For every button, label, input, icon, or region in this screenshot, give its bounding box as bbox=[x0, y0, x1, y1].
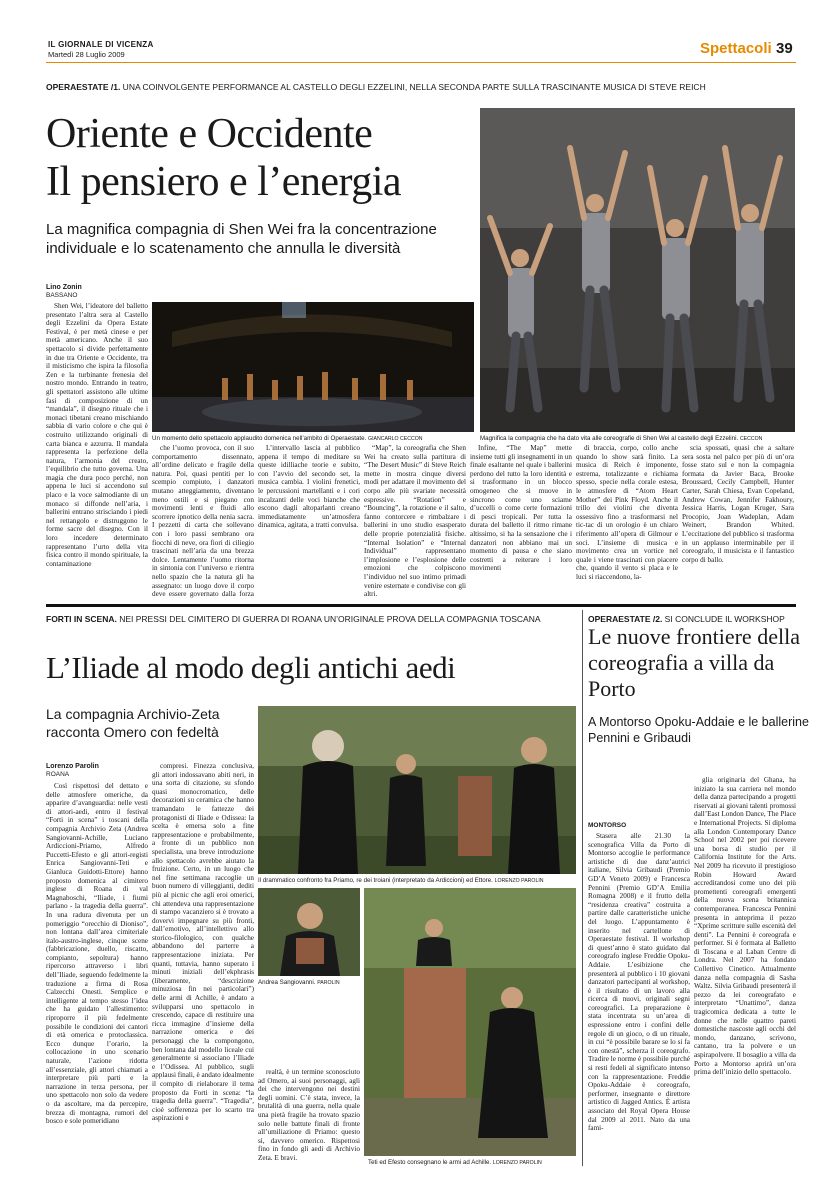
issue-date: Martedì 28 Luglio 2009 bbox=[48, 50, 125, 59]
story1-column-3: L’intervallo lascia al pubblico appena il tempo di meditare su queste idilliache teorie e subito, con l’avvio del secondo set, la musica cambia. I violini frenetici, le percussioni martellanti e i cori incalzanti delle voci bianche che escono dagli altoparlanti creano immediatamente un’atmosfera dinamica, agitata, a tratti convulsa. bbox=[258, 444, 360, 530]
story2-subheadline: La compagnia Archivio-Zeta racconta Omero con fedeltà bbox=[46, 706, 220, 740]
photo-credit: LORENZO PAROLIN bbox=[492, 1160, 542, 1166]
story2-caption-1 bbox=[258, 877, 576, 885]
story2-kicker-label: FORTI IN SCENA. bbox=[46, 614, 117, 624]
story2-byline-place: ROANA bbox=[46, 771, 70, 778]
story2-kicker-text: NEI PRESSI DEL CIMITERO DI GUERRA DI ROANA UN’ORIGINALE PROVA DELLA COMPAGNIA TOSCANA bbox=[116, 614, 541, 624]
story1-kicker-text: UNA COINVOLGENTE PERFORMANCE AL CASTELLO DEGLI EZZELINI, NELLA SECONDA PARTE SULLA TRASCINANTE MUSICA DI STEVE REICH bbox=[120, 82, 706, 92]
story2-byline-name: Lorenzo Parolin bbox=[46, 763, 99, 770]
section-name: Spettacoli bbox=[700, 40, 772, 57]
armor-scene-illustration bbox=[364, 888, 576, 1156]
caption-text: Un momento dello spettacolo applaudito domenica nell’ambito di Operaestate. bbox=[152, 435, 367, 442]
story3-kicker bbox=[588, 614, 785, 624]
story1-column-7: scia spossati, quasi che a saltare sera sosta nel palco per più di un’ora fosse stato sul e non la compagnia formata da Javier Baca, Brooke Broussard, Cecily Campbell, Hunter Carter, Sarah Chiesa, Evan Copeland, Andrew Cowan, Jennifer Fakhoury, Jessica Harris, Logan Kruger, Sara Procopio, Joan Wadeplan, Adam Weinert, Brandon Whited. L’eccitazione del pubblico si trasforma in un applauso interminabile per il coreografo, il musicista e il fantastico corpo di ballo. bbox=[682, 444, 794, 564]
photo-credit: GIANCARLO CECCON bbox=[368, 436, 423, 442]
story1-column-6: di braccia, corpo, collo anche quando lo show sarà finito. La musica di Reich è imponente, estrema, totalizzante e richiama spesso, specie nella corale estesa, le atmosfere di “Atom Heart Mother” dei Pink Floyd. Anche il trillo dei violini che diventa ossessivo fino a trasformarsi nel tic-tac di un orologio è un chiaro riferimento all’opera di Gilmour e soci. L’insieme di musica e movimento crea un vortice nel quale i viene trascinati con piacere che, quando il vento si placa e le luci si riaccendono, la- bbox=[576, 444, 678, 581]
story1-column-2: che l’uomo provoca, con il suo comportamento dissennato, all’ordine delicato e fragile della natura. Poi, quasi pentiti per lo scempio compiuto, i danzatori mutano atteggiamento, diventano meno ostili e si piegano con movimenti lenti e fluidi allo scorrere ipnotico della nenia sacra. I pezzetti di carta che sollevano con i loro passi sembrano ora fiocchi di neve, ora fiori di ciliegio trascinati nell’aria da una brezza dolce. Lentamente l’uomo ritorna in sintonia con l’universo e rientra nello spazio che la natura gli ha assegnato: un luogo dove il corpo deve essere governato dalla forza bbox=[152, 444, 254, 599]
story3-column-2: glia originaria del Ghana, ha iniziato la sua carriera nel mondo della danza partecipando a progetti riservati ai giovani talenti promossi dall’East London Dance, The Place e International Projects. Si diploma alla London Contemporary Dance School nel 2002 per poi ricevere una borsa di studio per il California Institute for the Arts. Nel 2009 ha ricevuto il prestigioso Robin Howard Award accreditandosi come uno dei più promettenti coreografi emergenti della nuova scena britannica contemporanea. Francesca Pennini presenta in anteprima il pezzo “Xprime scritture sulle escenità del denti”. La Pennini è coreografa e performer. Si è formata al Balletto di Toscana e al Laban Centre di Londra. Nel 2007 ha fondato Collettivo Cinetico. Attualmente danza nella compagnia di Sasha Waltz. Silvia Gribaudi presenterà il pezzo da lei coreografato e interpretato “Unattimo”, danza tragicomica dedicata a tutte le donne che nelle quattro pareti domestiche nascoste agli occhi del mondo, danzano, scrivono, cantano, tra la polvere e un aspirapolvere. Il bosaglio a villa da Porto a Montorso aprirà un’ora prima dell’inizio dello spettacolo. bbox=[694, 776, 796, 1077]
story2-caption-3 bbox=[368, 1159, 578, 1167]
masthead: IL GIORNALE DI VICENZA bbox=[48, 40, 154, 49]
portrait-illustration bbox=[258, 888, 360, 976]
story1-kicker bbox=[46, 82, 706, 92]
story2-armor-photo bbox=[364, 888, 576, 1156]
story3-headline: Le nuove frontiere della coreografia a villa da Porto bbox=[588, 624, 800, 701]
story1-headline-line1: Oriente e Occidente bbox=[46, 111, 373, 157]
story3-kicker-label: OPERAESTATE /2. bbox=[588, 614, 663, 624]
story2-kicker bbox=[46, 614, 541, 624]
caption-text: Andrea Sangiovanni. bbox=[258, 979, 316, 986]
story2-column-1: Così rispettosi del dettato e delle atmosfere omeriche, da apparire d’avanguardia: nelle vesti di attori-aedi, entro il festival “Forti in scena” i toscani della compagnia Archivio Zeta (Andrea Sangiovanni-Achille, Luciano Ardiccioni-Priamo, Alfredo Puccetti-Efesto e gli attori-registi Enrica Sangiovanni-Teti e Gianluca Guidotti-Ettore) hanno proposto domenica al cimitero inglese di Roana di val Magnaboschi, “Iliade, i fiumi parlano - la tragedia della guerra”. In una radura divenuta per un pomeriggio “orecchio di Dioniso”, non lontana dall’area cimiteriale italo-austro-inglese, cinque scene (fabbricazione, duello, riscatto, compianto, sepoltura) hanno ripercorso attraverso i libri dell’Iliade, seguendo fedelmente la traduzione a firma di Rosa Calzecchi Onesti. Semplice e intelligente al tempo stesso l’idea che ha guidato l’allestimento: riproporre il più fedelmente possibile le condizioni dei cantori di età omerica e protoclassica. Ecco dunque l’orario, la collocazione in uno scenario naturale, l’azione ridotta all’essenziale, gli attori chiamati a interpretare più parti e la narrazione in terza persona, per uno spettacolo non solo da vedere o da ascoltare, ma da percepire, brezza di montagna, rumori del bosco e sole pomeridiano bbox=[46, 782, 148, 1126]
story1-column-4: “Map”, la coreografia che Shen Wei ha creato sulla partitura di “The Desert Music” di Steve Reich mette in mostra cinque diversi modi per adattare il movimento del corpo alle più svariate necessità espressive. “Rotation” e “Bouncing”, la rotazione e il salto, fanno contorcere e rimbalzare i ballerini in uno studio esasperato delle proprie potenzialità fisiche. “Internal Isolation” e “Internal Individual” rappresentano l’implosione e l’esplosione delle emozioni che colpiscono l’individuo nel suo intimo primadi venire esternate e condivise con gli altri. bbox=[364, 444, 466, 599]
caption-text: Magnifica la compagnia che ha dato vita alle coreografie di Shen Wei al castello degli Ezzelini. bbox=[480, 435, 739, 442]
story2-caption-2 bbox=[258, 979, 360, 987]
story1-byline-place: BASSANO bbox=[46, 292, 78, 299]
story1-stage-photo bbox=[152, 302, 474, 432]
photo-credit: LORENZO PAROLIN bbox=[494, 878, 544, 884]
story2-headline: L’Iliade al modo degli antichi aedi bbox=[46, 650, 456, 685]
story1-kicker-label: OPERAESTATE /1. bbox=[46, 82, 121, 92]
story1-column-1: Shen Wei, l’ideatore del balletto presentato l’altra sera al Castello degli Ezzelini da Opera Estate Festival, è per metà cinese e per metà americano. Anche il suo spettacolo si divide perfettamente in due tra Oriente e Occidente, tra il misticismo che ispira la filosofia Zen e la turbinante frenesia del nostro mondo. Entrando in teatro, gli spettatori assistono alle ultime fasi di composizione di un “mandala”, il disegno rituale che i monaci tibetani creano mischiando sabbia di vario colore e che qui è costruito utilizzando originali di carta bianca e azzurra. Il mandala rappresenta la perfezione della natura, l’armonia del creato, l’equilibrio che tutto governa. Una magia che dura poco perché, non appena le luci si accendono sul placo e la voce salmodiante di un monaco si diffonde nell’aria, i ballerini entrano strisciando i piedi nel rettangolo e distruggono le forme sacre del disegno. Con il loro incedere determinato rappresentano l’urto della vita fisica contro il mondo spirituale, la contaminazione bbox=[46, 302, 148, 568]
caption-text: Teti ed Efesto consegnano le armi ad Achille. bbox=[368, 1159, 492, 1166]
forest-scene-illustration bbox=[258, 706, 576, 874]
story3-kicker-text: SI CONCLUDE IL WORKSHOP bbox=[662, 614, 785, 624]
header-rule bbox=[46, 62, 796, 63]
story3-subheadline: A Montorso Opoku-Addaie e le ballerine Pennini e Gribaudi bbox=[588, 715, 809, 745]
photo-credit: PAROLIN bbox=[317, 980, 340, 986]
story1-column-5: Infine, “The Map” mette insieme tutti gli insegnamenti in un finale esaltante nel quale i ballerini perdono del tutto la loro identità e si trasformano in un blocco omogeneo che si muove in sincrono come uno sciame d’uccelli o come certe formazioni di pesci tropicali. Per tutta la durata del balletto il ritmo rimane altissimo, si ha la sensazione che i danzatori non abbiano mai un momento di pausa e che siano costretti a reiterare i loro movimenti bbox=[470, 444, 572, 573]
story2-column-2: compresi. Finezza conclusiva, gli attori indossavano abiti neri, in una sorta di citazione, su sfondo quasi monocromatico, delle decorazioni su ceramica che hanno tramandato le fattezze dei protagonisti di Iliade e Odissea: la scelta è emersa solo a fine rappresentazione e probabilmente, a fronte di un pubblico non specialista, una breve introduzione allo spettacolo avrebbe aiutato la fruizione. Certo, in un luogo che nel fine settimana raccoglie un buon numero di villeggianti, dediti più al picnic che agli eroi omerici, chi attendeva una rappresentazione di stampo vacanziero si è trovato a dovervi impegnare su più fronti, dall’emotivo, all’intellettivo allo storico-filologico, con qualche abbandono del parterre a rappresentazione iniziata. Per quanti, tuttavia, hanno superato i minuti iniziali dell’ekphrasis (liberamente, “descrizione minuziosa fin nei particolari”) delle armi di Achille, è andato a svilupparsi uno spettacolo in crescendo, capace di restituire una ricca immagine d’insieme della narrazione omerica e dei personaggi che la compongono, ben lontana dal modello liceale cui generalmente si associano l’Iliade e l’Odissea. Al pubblico, sugli applausi finali, è andato idealmente il compito di rielaborare il tema proposto da Forti in scena: “la tragedia della guerra”. “Tragedia”, cioè sofferenza per lo scarto tra aspirazioni e bbox=[152, 762, 254, 1123]
story3-byline-place: MONTORSO bbox=[588, 822, 627, 829]
story-divider bbox=[46, 604, 796, 607]
story2-portrait-photo bbox=[258, 888, 360, 976]
story1-caption-2 bbox=[480, 435, 795, 443]
story1-headline-line2: Il pensiero e l’energia bbox=[46, 159, 402, 205]
story2-confrontation-photo bbox=[258, 706, 576, 874]
dancers-illustration bbox=[480, 108, 795, 432]
story1-subheadline: La magnifica compagnia di Shen Wei fra la concentrazione individuale e lo scatenamento che annulla le diversità bbox=[46, 221, 437, 257]
page-number: 39 bbox=[776, 40, 793, 57]
caption-text: Il drammatico confronto fra Priamo, re dei troiani (interpretato da Ardiccioni) ed Ettore. bbox=[258, 877, 493, 884]
story1-byline-name: Lino Zonin bbox=[46, 284, 82, 291]
stage-illustration bbox=[152, 302, 474, 432]
photo-credit: CECCON bbox=[739, 436, 763, 442]
story3-column-1: Stasera alle 21.30 la scenografica Villa da Porto di Montorso accoglie le performance artistiche di due danz’autrici italiane, Silvia Gribaudi (Premio GD’A Veneto 2009) e Francesca Pennini (Premio GD’A Emilia Romagna 2008) e il frutto della “residenza creativa” costruita a partire dalle caratteristiche uniche del luogo. L’appuntamento è inserito nel cartellone di Operaestate festival. Il workshop di quest’anno è stato guidato dal coreografo inglese Freddie Opoku-Addaie. L’esibizione che presenterà al pubblico i 10 giovani danzatori partecipanti al workshop, è il risultato di un lavoro alla ricerca di nuovi, originali segni coreografici. La preparazione è stata incentrata su un’area di espressione entro i confini delle regole di un gioco, o di un rituale, in cui “è possibile barare se lo si fa con onestà”, scherza il coreografo. Tradire le norme è possibile purché si resti fedeli al significato intenso con la rappresentazione. Freddie Opoku-Addaie è coreografo, performer, insegnante e direttore artistico di Jagged Antics. È artista associato del Royal Opera House dal 2009 al 2011. Nato da una fami- bbox=[588, 832, 690, 1133]
story1-caption-1 bbox=[152, 435, 474, 443]
column-divider bbox=[582, 610, 583, 1166]
story2-column-3: realtà, è un termine sconosciuto ad Omero, ai suoi personaggi, agli dei che intervengono nei destini degli uomini. C’è stata, invece, la brutalità di una guerra, nella quale una pietà fragile ha trovato spazio solo nelle battute finali di fronte all’umiliazione di Priamo: questo sì, davvero omerico. Rispettosi fino in fondo gli aedi di Archivio Zeta. E bravi. bbox=[258, 1068, 360, 1162]
story1-dancers-photo bbox=[480, 108, 795, 432]
